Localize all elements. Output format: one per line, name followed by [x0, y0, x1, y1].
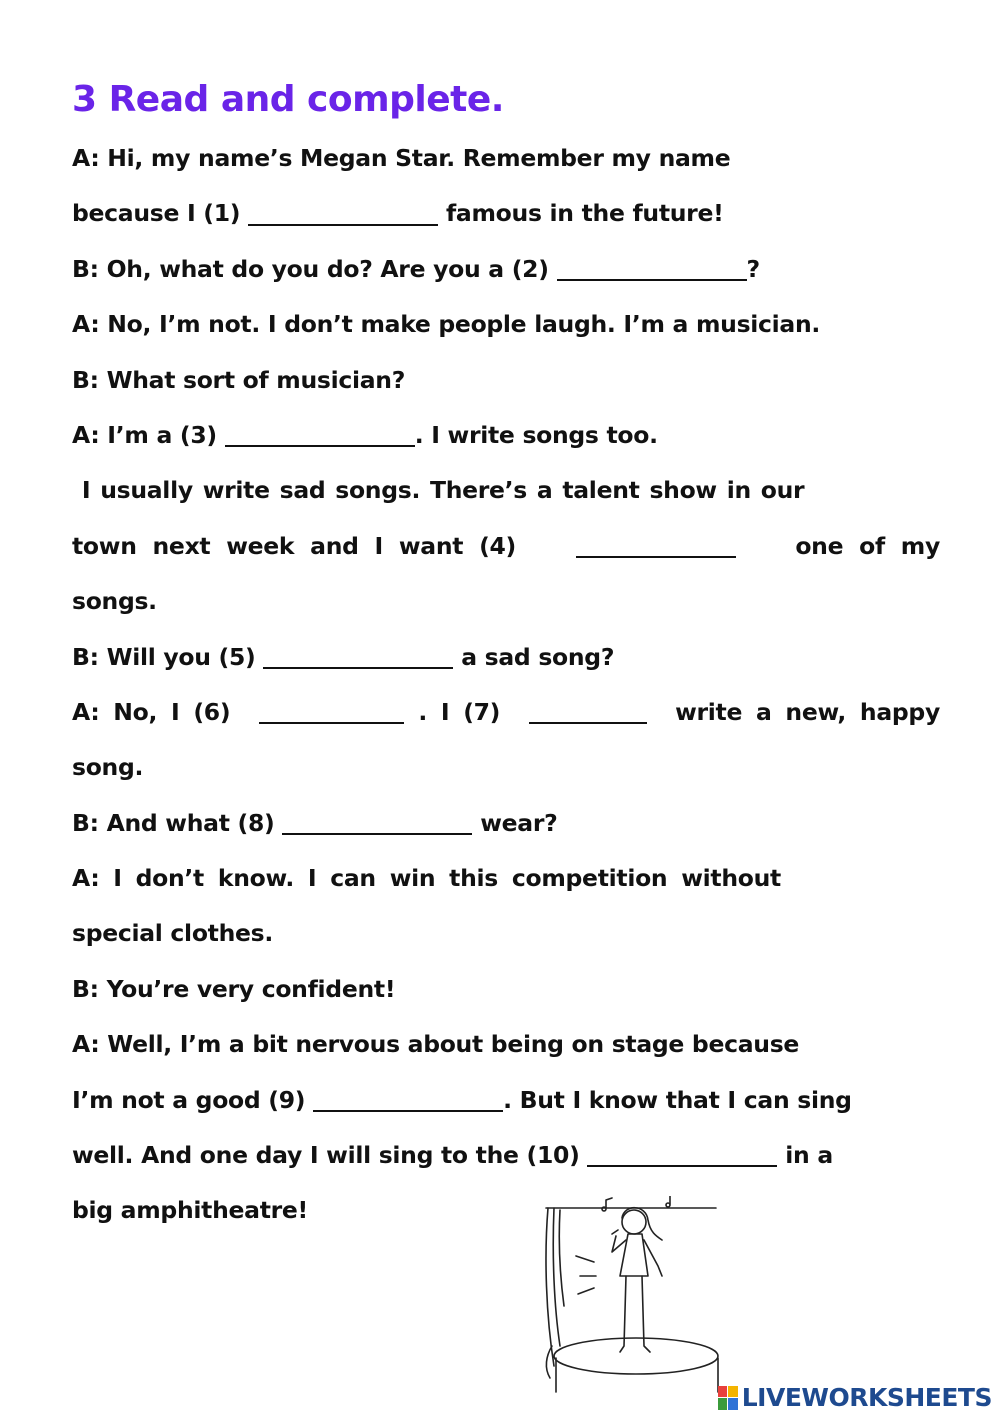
answer-blank-8[interactable] [282, 832, 472, 835]
text-segment: wear? [472, 808, 558, 837]
text-segment: B: Oh, what do you do? Are you a (2) [72, 254, 557, 283]
text-segment: A: Hi, my name’s Megan Star. Remember my name [72, 144, 731, 172]
dialogue-line [72, 297, 940, 352]
dialogue-line [72, 131, 940, 186]
dialogue-line [72, 1073, 940, 1128]
dialogue-line [72, 186, 940, 241]
answer-blank-3[interactable] [225, 444, 415, 447]
text-segment: I usually write sad songs. There’s a talent show in our [72, 476, 805, 505]
text-segment: A: I’m a (3) [72, 420, 225, 449]
text-segment: one of my [779, 531, 940, 560]
answer-blank-9[interactable] [313, 1109, 503, 1112]
text-segment: . I write songs too. [414, 420, 658, 449]
text-segment: . I (7) [418, 697, 515, 726]
text-segment: ? [746, 254, 760, 283]
text-segment: A: No, I’m not. I don’t make people laugh. I’m a musician. [72, 310, 821, 339]
text-segment: well. And one day I will sing to the (10) [72, 1141, 588, 1170]
dialogue-line [72, 962, 940, 1017]
dialogue-line [72, 630, 940, 685]
text-segment: . But I know that I can sing [503, 1085, 852, 1114]
answer-blank-10[interactable] [587, 1164, 777, 1167]
answer-blank-7[interactable] [529, 721, 647, 724]
dialogue-line [72, 1017, 940, 1072]
text-segment: town next week and I want (4) [72, 531, 532, 560]
text-segment: B: And what (8) [72, 808, 283, 837]
answer-blank-5[interactable] [263, 666, 453, 669]
text-segment: big amphitheatre! [72, 1196, 308, 1225]
text-segment: B: You’re very confident! [72, 974, 396, 1003]
text-segment: in a [777, 1141, 833, 1170]
dialogue-line [72, 463, 940, 518]
answer-blank-2[interactable] [557, 278, 747, 281]
text-segment: B: What sort of musician? [72, 365, 406, 394]
text-segment: famous in the future! [438, 199, 724, 228]
text-segment: a sad song? [453, 642, 615, 671]
dialogue-line [72, 242, 940, 297]
text-segment: I’m not a good (9) [72, 1085, 314, 1114]
page-title: 3 Read and complete. [72, 79, 504, 120]
answer-blank-6[interactable] [259, 721, 404, 724]
dialogue-line [72, 353, 940, 408]
text-segment: B: Will you (5) [72, 642, 264, 671]
text-segment: A: No, I (6) [72, 697, 245, 726]
dialogue-line [72, 1183, 940, 1238]
answer-blank-1[interactable] [248, 223, 438, 226]
singer-on-stage-illustration [516, 1196, 726, 1396]
dialogue-line [72, 1128, 940, 1183]
answer-blank-4[interactable] [576, 555, 736, 558]
dialogue-line [72, 519, 940, 574]
text-segment: special clothes. [72, 919, 273, 948]
dialogue-line [72, 685, 940, 740]
dialogue-line [72, 906, 940, 961]
dialogue-line [72, 574, 940, 629]
dialogue-line [72, 408, 940, 463]
dialogue-text [72, 131, 940, 1239]
dialogue-line [72, 740, 940, 795]
dialogue-line [72, 851, 940, 906]
text-segment: A: Well, I’m a bit nervous about being on stage because [72, 1030, 800, 1059]
liveworksheets-logo-icon [718, 1386, 738, 1410]
liveworksheets-logo [718, 1383, 992, 1412]
text-segment: because I (1) [72, 199, 249, 228]
text-segment: songs. [72, 587, 157, 616]
dialogue-line [72, 796, 940, 851]
logo-text: LIVEWORKSHEETS [741, 1383, 992, 1412]
text-segment: A: I don’t know. I can win this competition without [72, 864, 781, 893]
text-segment: write a new, happy [661, 697, 940, 726]
text-segment: song. [72, 753, 144, 782]
